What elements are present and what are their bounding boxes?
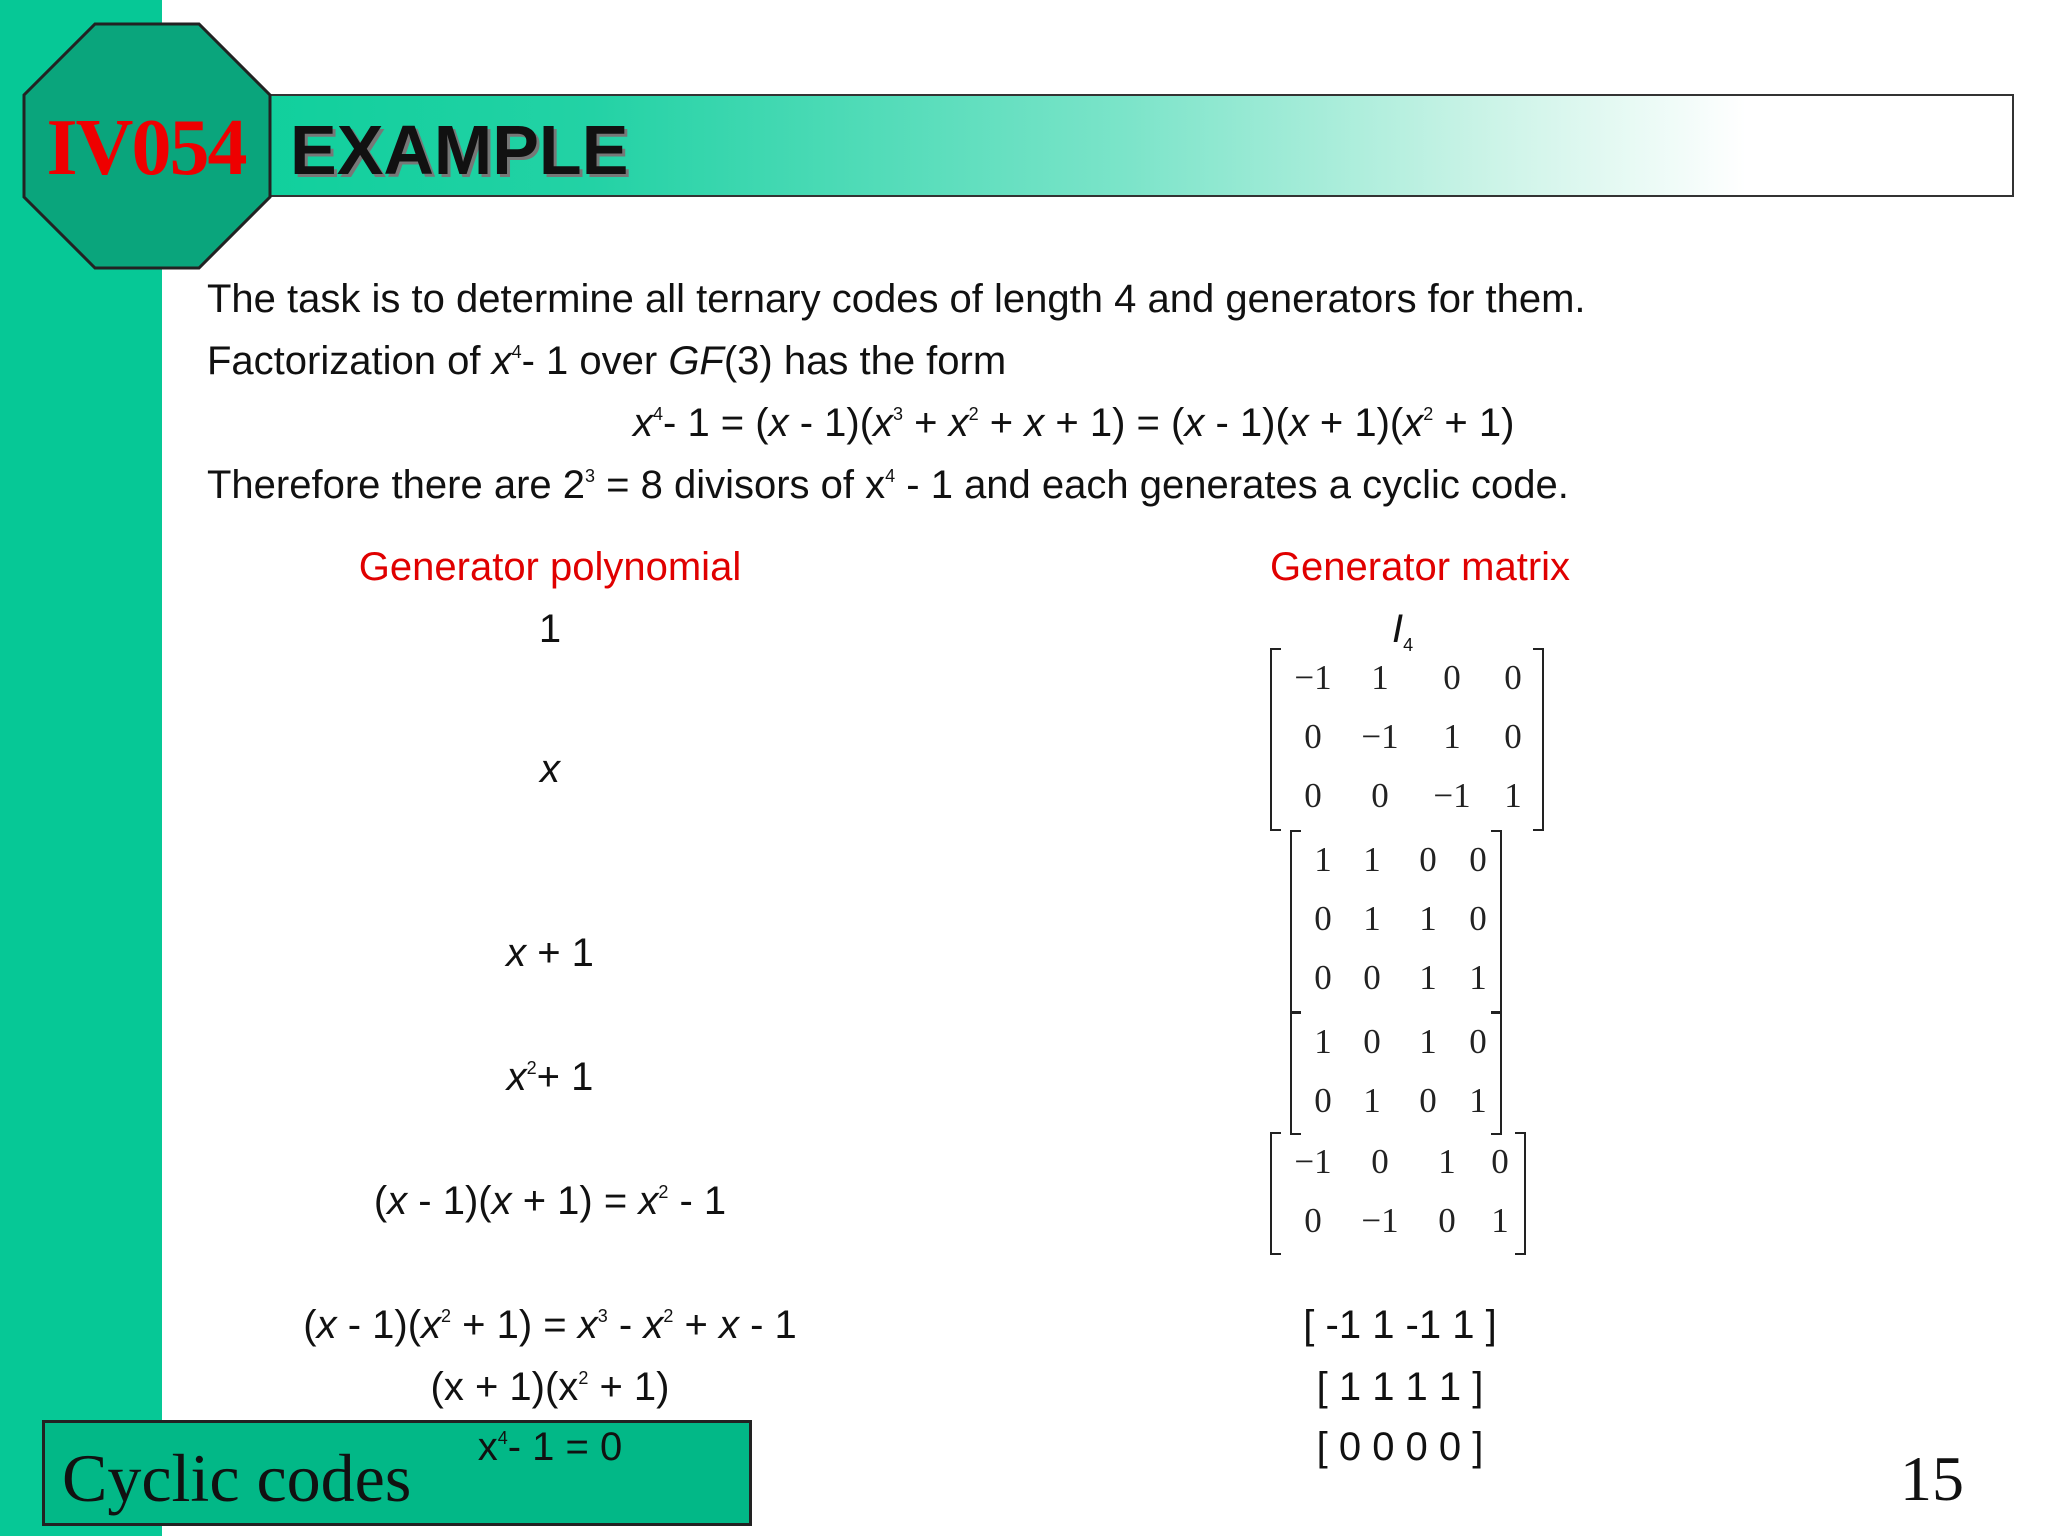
matrix-cell: 0 [1371, 775, 1389, 815]
matrix-cell: −1 [1361, 1200, 1399, 1240]
intro-line-1: The task is to determine all ternary codes of length 4 and generators for them. [207, 277, 1586, 321]
matrix-x-plus-1 [1290, 830, 1502, 1013]
matrix-cell: 0 [1469, 898, 1487, 938]
matrix-cell: 1 [1363, 839, 1381, 879]
matrix-cell: 0 [1314, 1080, 1332, 1120]
matrix-cell: 1 [1419, 898, 1437, 938]
column-header-generator-polynomial: Generator polynomial [358, 545, 742, 589]
matrix-row [1282, 1191, 1522, 1250]
matrix-row [1282, 648, 1538, 707]
matrix-cell: −1 [1294, 657, 1332, 697]
matrix-cell: 1 [1314, 839, 1332, 879]
matrix-row [1282, 766, 1538, 825]
matrix-cell: −1 [1433, 775, 1471, 815]
matrix-row [1302, 1012, 1500, 1071]
matrix-row [1302, 1071, 1500, 1130]
matrix-cell: 1 [1469, 1080, 1487, 1120]
vector-row-8: [ 0 0 0 0 ] [1316, 1425, 1484, 1469]
matrix-cell: 1 [1438, 1141, 1456, 1181]
matrix-cell: 0 [1371, 1141, 1389, 1181]
column-header-generator-matrix: Generator matrix [1269, 545, 1571, 589]
course-code: IV054 [46, 104, 246, 192]
matrix-cell: 1 [1469, 957, 1487, 997]
matrix-x2-minus-1-table [1282, 1132, 1522, 1250]
matrix-cell: 1 [1363, 1080, 1381, 1120]
poly-1: 1 [538, 607, 562, 651]
matrix-cell: 1 [1419, 1021, 1437, 1061]
matrix-cell: −1 [1294, 1141, 1332, 1181]
footer-topic: Cyclic codes [62, 1440, 412, 1516]
matrix-cell: 1 [1443, 716, 1461, 756]
factorization-equation: $x^4-$ $1 = (x - 1)(x^3 + x^2 + x + 1) = (x - 1)(x + 1)(x^2 + 1)$ [633, 401, 1515, 445]
matrix-cell: 1 [1419, 957, 1437, 997]
matrix-cell: 1 [1491, 1200, 1509, 1240]
poly-x-plus-1-times-x2-plus-1: $(x + 1)(x^2 + 1)$ [430, 1365, 670, 1409]
matrix-cell: 1 [1371, 657, 1389, 697]
matrix-row [1282, 1132, 1522, 1191]
page-number: 15 [1900, 1443, 1964, 1514]
matrix-cell: 1 [1504, 775, 1522, 815]
matrix-cell: 0 [1469, 1021, 1487, 1061]
matrix-cell: 0 [1304, 716, 1322, 756]
matrix-cell: 0 [1443, 657, 1461, 697]
matrix-cell: 0 [1304, 1200, 1322, 1240]
intro-line-4: Therefore there are $2^3 = 8$ divisors of $x^4 - 1$ and each generates a cyclic code. [207, 463, 1569, 507]
matrix-cell: 0 [1314, 898, 1332, 938]
matrix-cell: 0 [1314, 957, 1332, 997]
matrix-cell: −1 [1361, 716, 1399, 756]
poly-x4-minus-1: $x^4-$ 1 = 0 [477, 1425, 623, 1469]
matrix-cell: 0 [1363, 957, 1381, 997]
matrix-cell: 0 [1419, 839, 1437, 879]
matrix-row [1302, 889, 1500, 948]
matrix-cell: 0 [1304, 775, 1322, 815]
matrix-row [1282, 707, 1538, 766]
matrix-cell: 0 [1469, 839, 1487, 879]
matrix-x2-plus-1 [1290, 1012, 1502, 1135]
matrix-cell: 1 [1314, 1021, 1332, 1061]
poly-x: x [540, 747, 560, 791]
vector-row-7: [ 1 1 1 1 ] [1316, 1365, 1484, 1409]
matrix-x2-plus-1-table [1302, 1012, 1500, 1130]
poly-x-plus-1: x + 1 [506, 931, 594, 975]
intro-line-2: Factorization of $x^4-$ 1 over GF(3) has the form [207, 339, 1007, 383]
matrix-row [1302, 830, 1500, 889]
matrix-cell: 0 [1504, 716, 1522, 756]
vector-row-6: [ -1 1 -1 1 ] [1303, 1303, 1497, 1347]
matrix-cell: 1 [1363, 898, 1381, 938]
matrix-cell: 0 [1438, 1200, 1456, 1240]
poly-x2-plus-1: $x^2+ 1$ [506, 1055, 594, 1099]
matrix-cell: 0 [1504, 657, 1522, 697]
matrix-cell: 0 [1491, 1141, 1509, 1181]
identity-matrix-label: $I_4$ [1392, 607, 1414, 655]
matrix-x-table [1282, 648, 1538, 825]
slide-title: EXAMPLE [290, 111, 629, 189]
matrix-x [1270, 648, 1544, 831]
poly-x2-minus-1: $(x - 1)(x + 1) = x^2 - 1$ [373, 1179, 727, 1223]
matrix-row [1302, 948, 1500, 1007]
matrix-x-plus-1-table [1302, 830, 1500, 1007]
matrix-cell: 0 [1363, 1021, 1381, 1061]
poly-x3-minus-x2-plus-x-minus-1: $(x - 1)(x^2 + 1) = x^3 - x^2 + x - 1$ [303, 1303, 797, 1347]
matrix-x2-minus-1 [1270, 1132, 1526, 1255]
matrix-cell: 0 [1419, 1080, 1437, 1120]
